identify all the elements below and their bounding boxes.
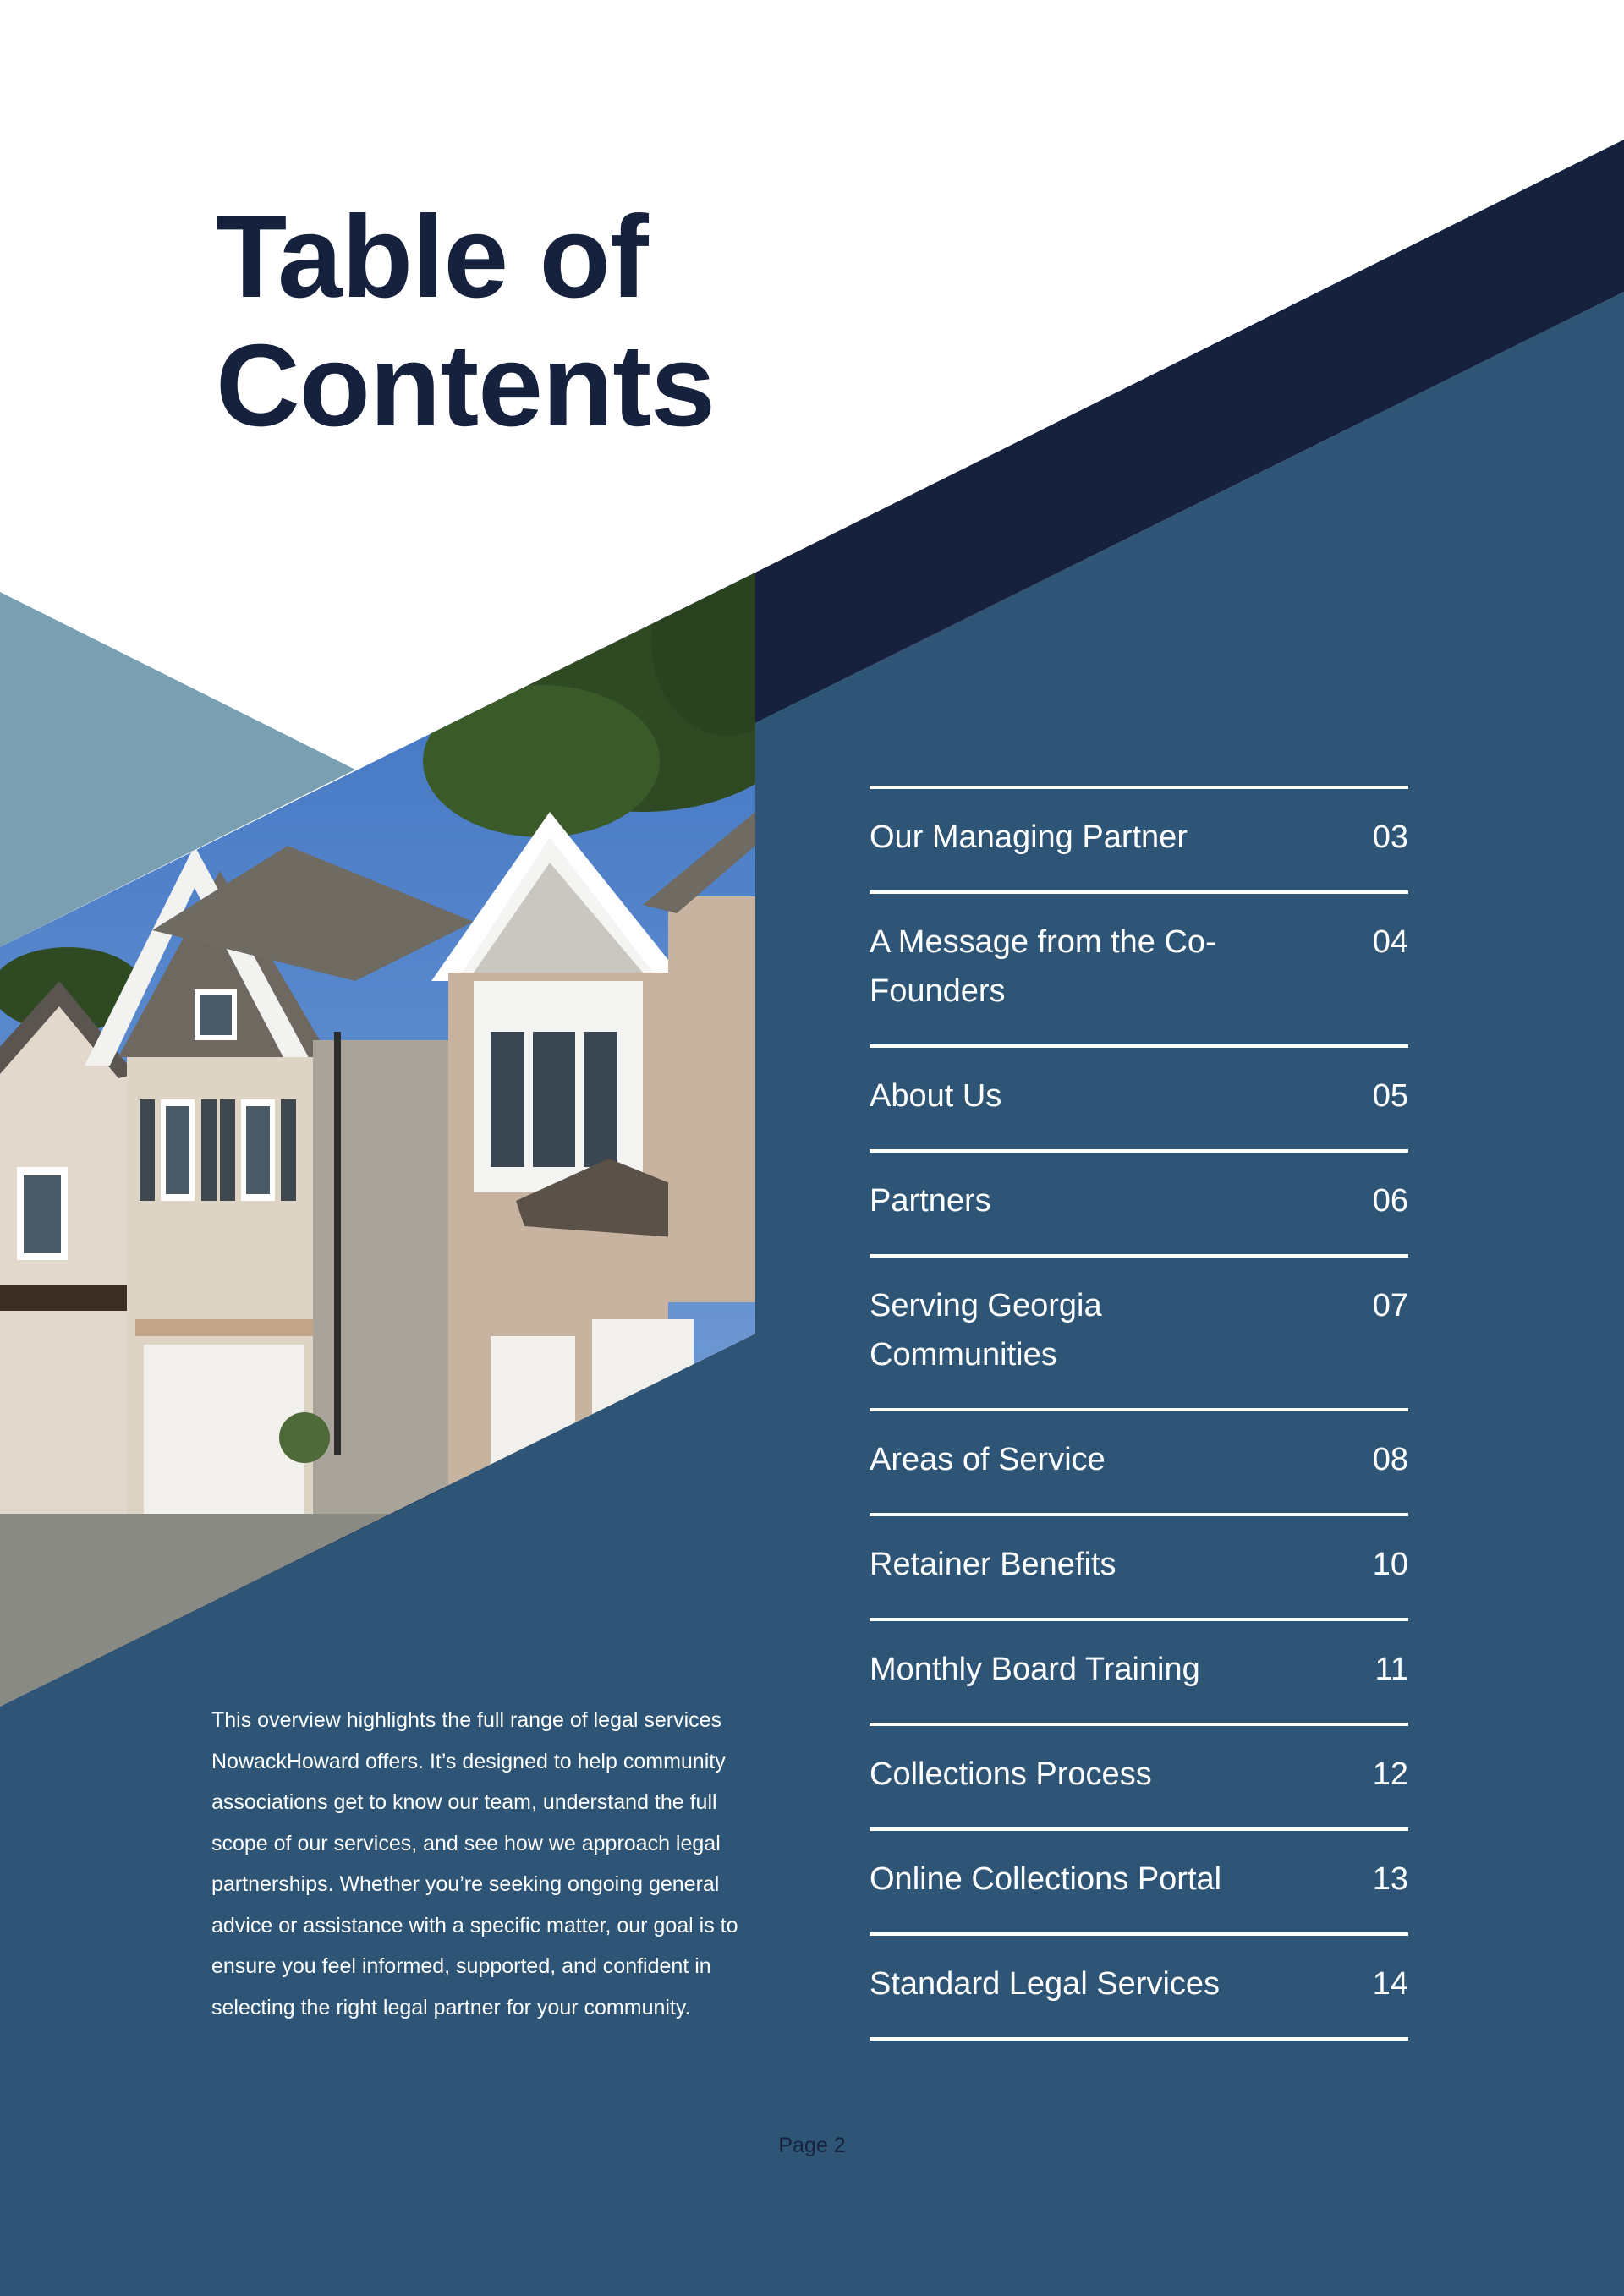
page-number: Page 2: [778, 2134, 846, 2157]
toc-item-label: Areas of Service: [870, 1442, 1106, 1477]
toc-item-page: 10: [1372, 1547, 1408, 1582]
toc-item-page: 12: [1372, 1756, 1408, 1792]
toc-item-page: 07: [1372, 1288, 1408, 1323]
toc-item[interactable]: [870, 1411, 1408, 1516]
toc-item-page: 04: [1372, 924, 1408, 960]
toc-item-label: Partners: [870, 1183, 991, 1219]
toc-item-label: About Us: [870, 1078, 1002, 1114]
toc-item[interactable]: [870, 1258, 1408, 1411]
toc-item-label: Standard Legal Services: [870, 1966, 1221, 2002]
toc-item[interactable]: [870, 1831, 1408, 1936]
page-title: [216, 193, 715, 450]
toc-item[interactable]: [870, 789, 1408, 894]
table-of-contents: [870, 786, 1408, 2041]
toc-item-page: 03: [1372, 819, 1408, 855]
toc-item-label: Online Collections Portal: [870, 1861, 1222, 1897]
toc-item-page: 08: [1372, 1442, 1408, 1477]
toc-item-label: A Message from the Co-Founders: [870, 924, 1216, 1009]
toc-item[interactable]: [870, 894, 1408, 1048]
toc-item-page: 13: [1372, 1861, 1408, 1897]
toc-item-label: Collections Process: [870, 1756, 1152, 1792]
toc-item-page: 14: [1372, 1966, 1408, 2002]
toc-item[interactable]: [870, 1048, 1408, 1153]
toc-item-label: Monthly Board Training: [870, 1652, 1200, 1687]
toc-item-page: 06: [1372, 1183, 1408, 1219]
toc-item-label: Retainer Benefits: [870, 1547, 1116, 1582]
toc-item[interactable]: [870, 1726, 1408, 1831]
toc-item-page: 05: [1372, 1078, 1408, 1114]
toc-item[interactable]: [870, 1621, 1408, 1726]
page-title-line-1: Table of: [216, 192, 648, 322]
toc-item-label: Our Managing Partner: [870, 819, 1188, 855]
toc-item-page: 11: [1374, 1652, 1408, 1687]
toc-item[interactable]: [870, 1516, 1408, 1621]
toc-item[interactable]: [870, 1936, 1408, 2041]
intro-paragraph: This overview highlights the full range of legal services NowackHoward offers. It’s designed to help community associations get to know our team, understand the full scope of our services, and see how we approach legal partnerships. Whether you’re seeking ongoing general advice or assistance with a specific matter, our goal is to ensure you feel informed, supported, and confident in selecting the right legal partner for your community.: [211, 1708, 738, 2019]
toc-item[interactable]: [870, 1153, 1408, 1258]
page-title-line-2: Contents: [216, 321, 715, 451]
toc-item-label: Serving Georgia Communities: [870, 1288, 1102, 1373]
